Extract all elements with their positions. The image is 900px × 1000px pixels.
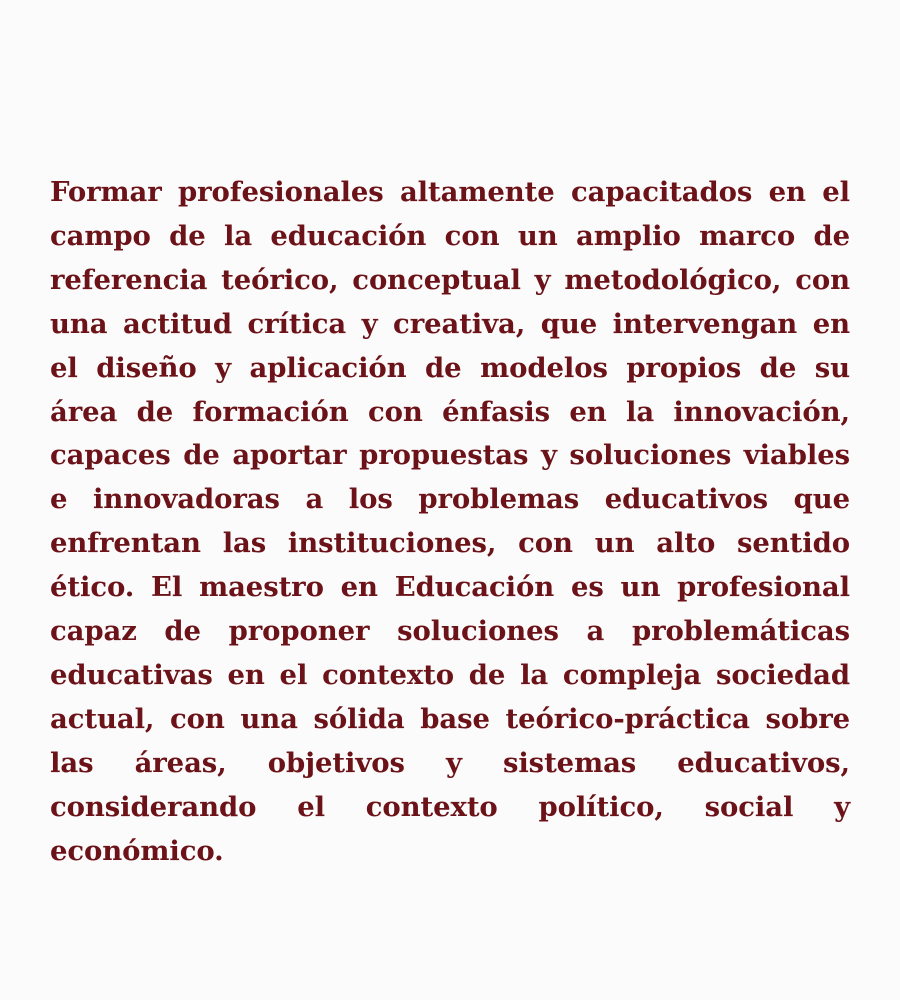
body-paragraph: Formar profesionales altamente capacitados en el campo de la educación con un amplio marco de referencia teórico, conceptual y metodológico, con una actitud crítica y creativa, que intervengan en el diseño y aplicación de modelos propios de su área de formación con énfasis en la innovación, capaces de aportar propuestas y soluciones viables e innovadoras a los problemas educativos que enfrentan las instituciones, con un alto sentido ético. El maestro en Educación es un profesional capaz de proponer soluciones a problemáticas educativas en el contexto de la compleja sociedad actual, con una sólida base teórico-práctica sobre las áreas, objetivos y sistemas educativos, considerando el contexto político, social y económico. [50,176,850,867]
